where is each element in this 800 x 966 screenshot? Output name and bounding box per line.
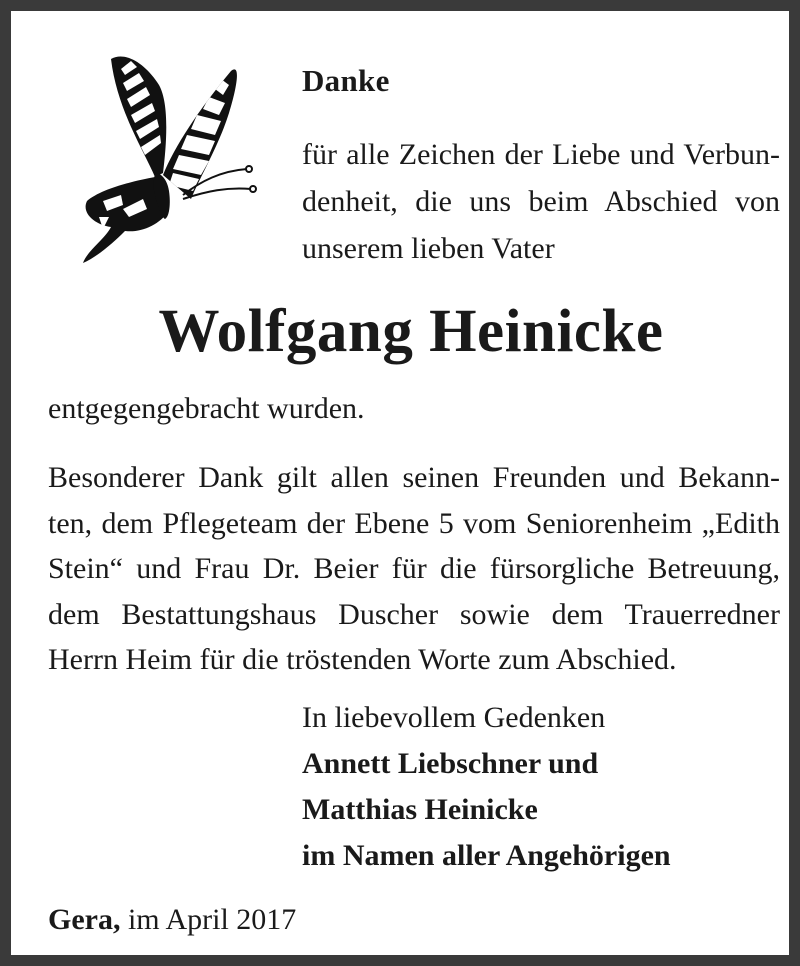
deceased-name: Wolfgang Heinicke [158, 298, 664, 365]
closing-line: In liebevollem Gedenken [302, 701, 606, 734]
thanks-heading: Danke [302, 63, 390, 98]
date: im April 2017 [127, 903, 297, 936]
continuation-text: entgegengebracht wurden. [48, 392, 365, 425]
thanks-paragraph: Besonderer Dank gilt allen seinen Freunden und Bekann-ten, dem Pflegeteam der Ebene 5 vom Seniorenheim „Edith Stein“ und Frau Dr. Beier für die fürsorgliche Betreuung, dem Bestattungshaus Duscher sowie dem Trauerredner Herrn Heim für die tröstenden Worte zum Abschied. [48, 461, 780, 676]
intro-text: für alle Zeichen der Liebe und Verbun-denheit, die uns beim Abschied von unserem lieben Vater [302, 138, 780, 265]
place-date [48, 900, 296, 940]
signatory-1: Annett Liebschner und [302, 747, 599, 780]
place: Gera, [48, 903, 121, 936]
signatory-2: Matthias Heinicke [302, 793, 538, 826]
signatory-3: im Namen aller Angehörigen [302, 839, 671, 872]
butterfly-icon [51, 49, 261, 267]
